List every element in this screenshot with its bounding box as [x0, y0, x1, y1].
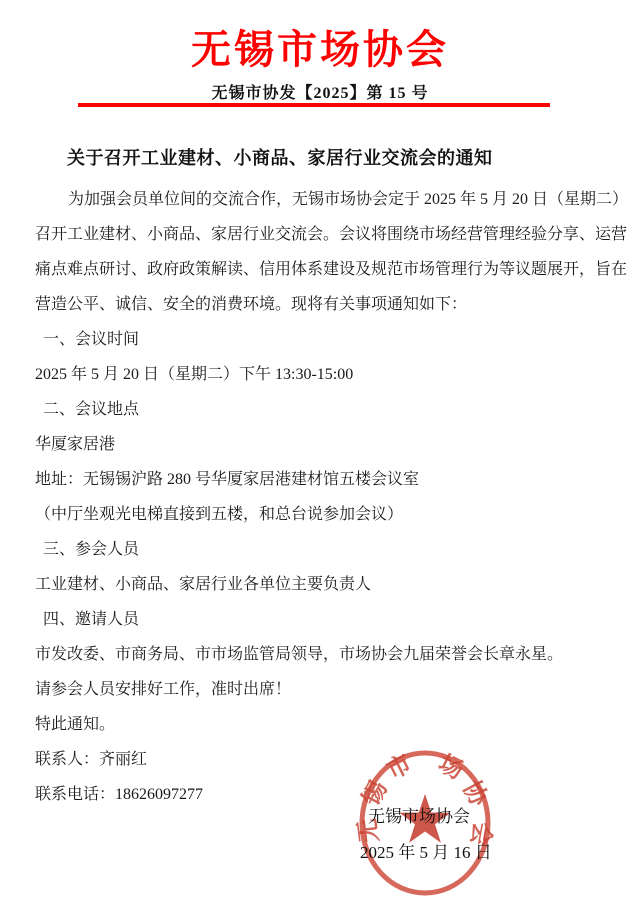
org-title: 无锡市场协会	[191, 27, 449, 72]
body-line: 工业建材、小商品、家居行业各单位主要负责人	[35, 576, 372, 593]
red-header-rule	[78, 103, 550, 107]
notice-heading: 关于召开工业建材、小商品、家居行业交流会的通知	[67, 148, 493, 168]
section-heading-attendees: 三、参会人员	[43, 541, 140, 558]
section-heading-meeting-time: 一、会议时间	[43, 331, 140, 348]
body-line: 召开工业建材、小商品、家居行业交流会。会议将围绕市场经营管理经验分享、运营	[35, 226, 628, 243]
seal-char: 无	[355, 817, 384, 845]
section-heading-meeting-place: 二、会议地点	[43, 401, 140, 418]
signature-date: 2025 年 5 月 16 日	[360, 843, 492, 862]
seal-char: 锡	[358, 777, 393, 811]
body-line: 市发改委、市商务局、市市场监管局领导，市场协会九届荣誉会长章永星。	[35, 646, 564, 663]
body-line-address: 地址：无锡锡沪路 280 号华厦家居港建材馆五楼会议室	[35, 471, 420, 488]
seal-char: 协	[457, 777, 492, 811]
body-line: 营造公平、诚信、安全的消费环境。现将有关事项通知如下：	[35, 296, 468, 313]
body-line: （中厅坐观光电梯直接到五楼，和总台说参加会议）	[35, 506, 404, 523]
notice-body	[35, 182, 629, 812]
seal-char: 市	[383, 750, 417, 785]
body-line: 2025 年 5 月 20 日（星期二）下午 13:30-15:00	[35, 366, 354, 383]
contact-person: 联系人：齐丽红	[35, 751, 148, 768]
body-line: 华厦家居港	[35, 436, 116, 453]
body-line: 特此通知。	[35, 716, 116, 733]
body-line: 为加强会员单位间的交流合作，无锡市场协会定于 2025 年 5 月 20 日（星期二）	[68, 191, 629, 208]
seal-char: 场	[433, 750, 467, 785]
contact-phone: 联系电话：18626097277	[35, 786, 204, 803]
body-line: 痛点难点研讨、政府政策解读、信用体系建设及规范市场管理行为等议题展开，旨在	[35, 261, 628, 278]
signature-org: 无锡市场协会	[368, 807, 470, 826]
section-heading-invitees: 四、邀请人员	[43, 611, 140, 628]
body-line: 请参会人员安排好工作，准时出席！	[35, 681, 292, 698]
seal-char: 会	[465, 819, 496, 848]
doc-number: 无锡市协发【2025】第 15 号	[211, 85, 429, 102]
